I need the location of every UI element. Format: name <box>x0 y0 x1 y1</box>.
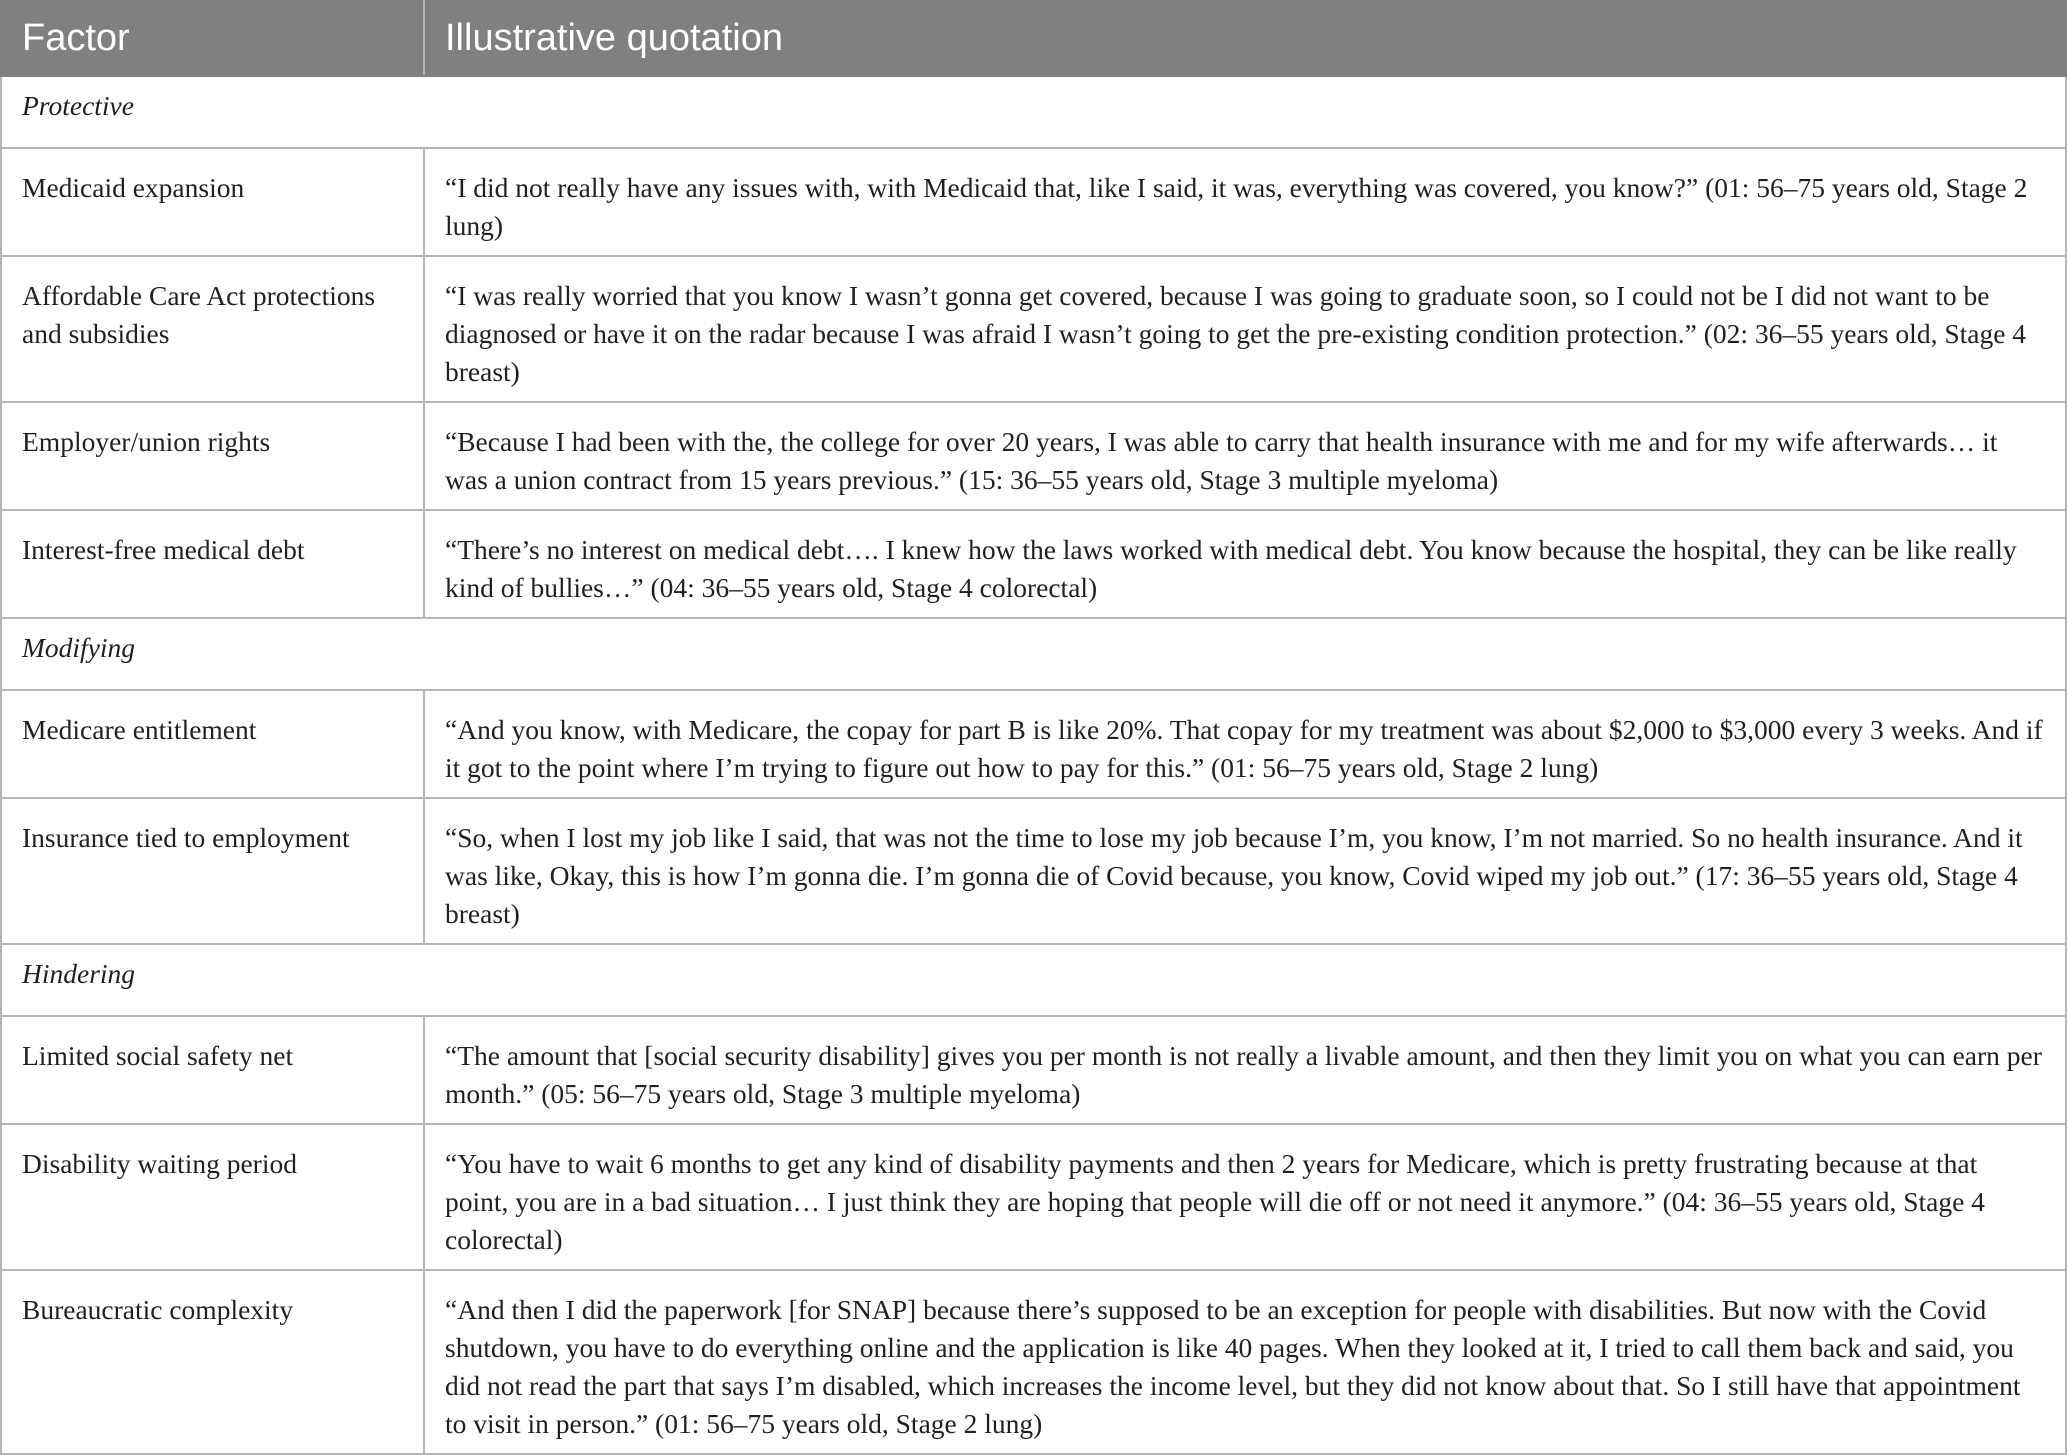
quotation-cell: “And then I did the paperwork [for SNAP] because there’s supposed to be an exception for people with disabilities. But now with the Covid shutdown, you have to do everything online and the application is like 40 pages. When they looked at it, I tried to call them back and said, you did not read the part that says I’m disabled, which increases the income level, but they did not know about that. So I still have that appointment to visit in person.” (01: 56–75 years old, Stage 2 lung) <box>424 1270 2066 1454</box>
quotation-cell: “I did not really have any issues with, with Medicaid that, like I said, it was, everything was covered, you know?” (01: 56–75 years old, Stage 2 lung) <box>424 148 2066 256</box>
header-illustrative-quotation: Illustrative quotation <box>424 1 2066 76</box>
quotation-cell: “You have to wait 6 months to get any kind of disability payments and then 2 years for Medicare, which is pretty frustrating because at that point, you are in a bad situation… I just think they are hoping that people will die off or not need it anymore.” (04: 36–55 years old, Stage 4 colorectal) <box>424 1124 2066 1270</box>
quotation-cell: “Because I had been with the, the college for over 20 years, I was able to carry that health insurance with me and for my wife afterwards… it was a union contract from 15 years previous.” (15: 36–55 years old, Stage 3 multiple myeloma) <box>424 402 2066 510</box>
section-row-modifying <box>1 618 2066 690</box>
table-row <box>1 148 2066 256</box>
table-row <box>1 690 2066 798</box>
factor-cell: Insurance tied to employment <box>1 798 424 944</box>
section-title: Modifying <box>1 618 2066 690</box>
section-row-hindering <box>1 944 2066 1016</box>
factor-cell: Affordable Care Act protections and subsidies <box>1 256 424 402</box>
table-row <box>1 1270 2066 1454</box>
table-row <box>1 402 2066 510</box>
quotation-cell: “So, when I lost my job like I said, that was not the time to lose my job because I’m, you know, I’m not married. So no health insurance. And it was like, Okay, this is how I’m gonna die. I’m gonna die of Covid because, you know, Covid wiped my job out.” (17: 36–55 years old, Stage 4 breast) <box>424 798 2066 944</box>
section-title: Hindering <box>1 944 2066 1016</box>
quotation-cell: “I was really worried that you know I wasn’t gonna get covered, because I was going to graduate soon, so I could not be I did not want to be diagnosed or have it on the radar because I was afraid I wasn’t going to get the pre-existing condition protection.” (02: 36–55 years old, Stage 4 breast) <box>424 256 2066 402</box>
table-row <box>1 510 2066 618</box>
factor-cell: Interest-free medical debt <box>1 510 424 618</box>
header-factor: Factor <box>1 1 424 76</box>
table-row <box>1 1124 2066 1270</box>
quotation-cell: “The amount that [social security disability] gives you per month is not really a livable amount, and then they limit you on what you can earn per month.” (05: 56–75 years old, Stage 3 multiple myeloma) <box>424 1016 2066 1124</box>
factor-cell: Bureaucratic complexity <box>1 1270 424 1454</box>
factor-cell: Employer/union rights <box>1 402 424 510</box>
header-row <box>1 1 2066 76</box>
section-row-protective <box>1 76 2066 148</box>
quotation-cell: “There’s no interest on medical debt…. I knew how the laws worked with medical debt. You know because the hospital, they can be like really kind of bullies…” (04: 36–55 years old, Stage 4 colorectal) <box>424 510 2066 618</box>
factor-cell: Medicare entitlement <box>1 690 424 798</box>
table-row <box>1 798 2066 944</box>
factor-cell: Medicaid expansion <box>1 148 424 256</box>
factor-cell: Limited social safety net <box>1 1016 424 1124</box>
quotation-cell: “And you know, with Medicare, the copay for part B is like 20%. That copay for my treatment was about $2,000 to $3,000 every 3 weeks. And if it got to the point where I’m trying to figure out how to pay for this.” (01: 56–75 years old, Stage 2 lung) <box>424 690 2066 798</box>
factor-cell: Disability waiting period <box>1 1124 424 1270</box>
table-header <box>1 1 2066 76</box>
table-row <box>1 256 2066 402</box>
section-title: Protective <box>1 76 2066 148</box>
table-row <box>1 1016 2066 1124</box>
table-body <box>1 76 2066 1454</box>
